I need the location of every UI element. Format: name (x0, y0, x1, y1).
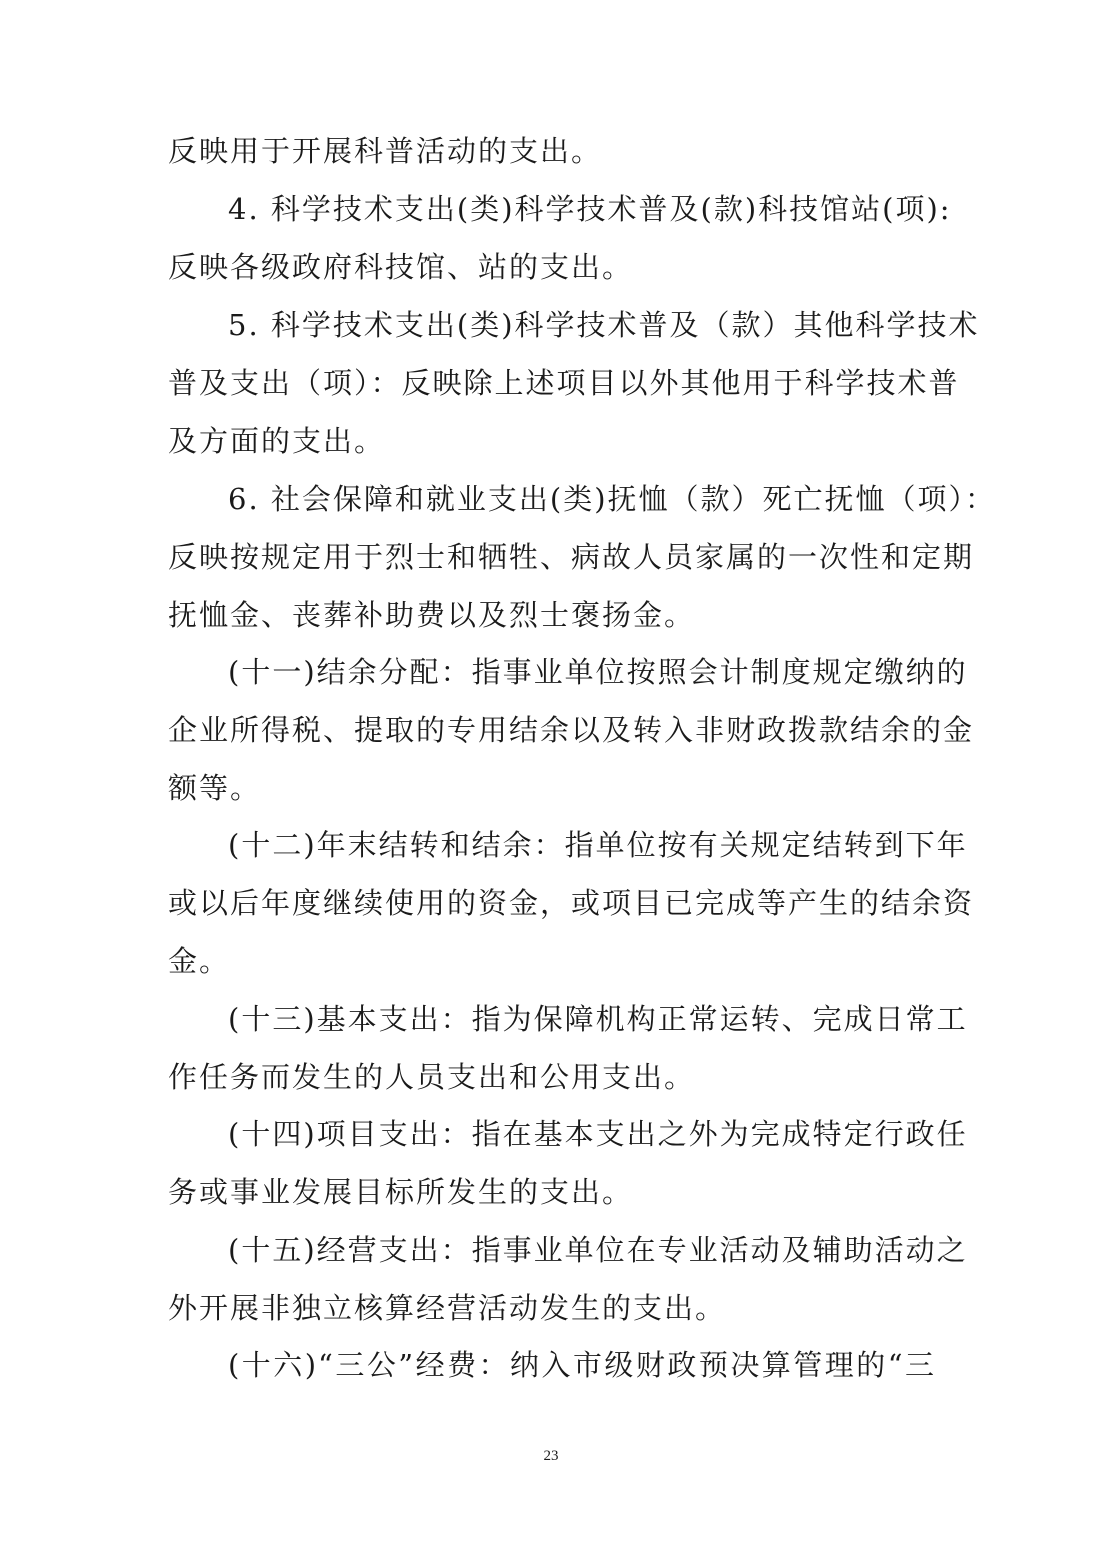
text-line: (十五)经营支出：指事业单位在专业活动及辅助活动之 (228, 1233, 968, 1267)
text-line: 反映按规定用于烈士和牺牲、病故人员家属的一次性和定期 (168, 540, 975, 574)
text-line: 企业所得税、提取的专用结余以及转入非财政拨款结余的金 (168, 713, 975, 747)
text-line: 务或事业发展目标所发生的支出。 (168, 1175, 634, 1209)
text-line: 抚恤金、丧葬补助费以及烈士褒扬金。 (168, 598, 696, 632)
text-line: 或以后年度继续使用的资金，或项目已完成等产生的结余资 (168, 886, 975, 920)
text-line: 6. 社会保障和就业支出(类)抚恤（款）死亡抚恤（项）： (228, 482, 997, 516)
text-line: (十四)项目支出：指在基本支出之外为完成特定行政任 (228, 1117, 968, 1151)
text-line: 外开展非独立核算经营活动发生的支出。 (168, 1291, 727, 1325)
text-line: 金。 (168, 944, 231, 978)
page-number: 23 (543, 1448, 559, 1464)
text-line: 反映用于开展科普活动的支出。 (168, 134, 603, 168)
text-line: (十六)“三公”经费：纳入市级财政预决算管理的“三 (228, 1348, 936, 1382)
text-line: 普及支出（项）：反映除上述项目以外其他用于科学技术普 (168, 366, 960, 400)
text-line: 及方面的支出。 (168, 424, 386, 458)
text-line: 额等。 (168, 771, 262, 805)
text-line: (十一)结余分配：指事业单位按照会计制度规定缴纳的 (228, 655, 968, 689)
text-line: 5. 科学技术支出(类)科学技术普及（款）其他科学技术 (228, 308, 980, 342)
text-line: (十三)基本支出：指为保障机构正常运转、完成日常工 (228, 1002, 968, 1036)
text-line: 4. 科学技术支出(类)科学技术普及(款)科技馆站(项): (228, 192, 952, 226)
text-line: 反映各级政府科技馆、站的支出。 (168, 250, 634, 284)
text-line: (十二)年末结转和结余：指单位按有关规定结转到下年 (228, 828, 968, 862)
text-line: 作任务而发生的人员支出和公用支出。 (168, 1060, 696, 1094)
